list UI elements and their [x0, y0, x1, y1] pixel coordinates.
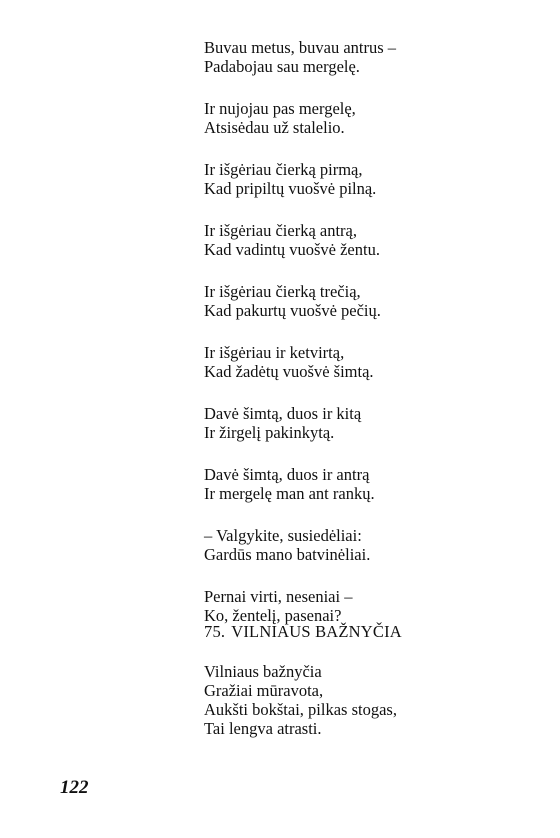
page-number: 122 — [60, 777, 89, 798]
section-title: VILNIAUS BAŽNYČIA — [231, 622, 402, 641]
poem-line: Gardūs mano batvinėliai. — [204, 545, 371, 564]
poem-line: Ir išgėriau čierką antrą, — [204, 221, 357, 240]
poem-line: Davė šimtą, duos ir kitą — [204, 404, 362, 423]
stanza — [204, 160, 544, 198]
stanza — [204, 404, 544, 442]
poem-line: Kad žadėtų vuošvė šimtą. — [204, 362, 374, 381]
poem-line: Ir mergelę man ant rankų. — [204, 484, 375, 503]
section-number: 75. — [204, 622, 226, 641]
poem-line: Buvau metus, buvau antrus – — [204, 38, 397, 57]
poem-line: Ir išgėriau ir ketvirtą, — [204, 343, 345, 362]
stanza — [204, 99, 544, 137]
poem-line: Pernai virti, neseniai – — [204, 587, 353, 606]
poem-line: Davė šimtą, duos ir antrą — [204, 465, 370, 484]
poem-line: Kad pripiltų vuošvė pilną. — [204, 179, 377, 198]
poem-line: Ir išgėriau čierką trečią, — [204, 282, 361, 301]
poem-line: Kad pakurtų vuošvė pečių. — [204, 301, 381, 320]
poem-line: Ir išgėriau čierką pirmą, — [204, 160, 363, 179]
stanza — [204, 526, 544, 564]
stanza — [204, 38, 544, 76]
poem-stanzas — [204, 38, 544, 648]
section-heading — [204, 622, 402, 641]
stanza — [204, 465, 544, 503]
poem-line: Vilniaus bažnyčia — [204, 662, 322, 681]
final-stanza — [204, 662, 544, 738]
poem-line: Ir nujojau pas mergelę, — [204, 99, 356, 118]
stanza — [204, 221, 544, 259]
stanza — [204, 587, 544, 625]
stanza — [204, 343, 544, 381]
stanza — [204, 282, 544, 320]
poem-line: Tai lengva atrasti. — [204, 719, 322, 738]
poem-line: Ko, žentelį, pasenai? — [204, 606, 342, 625]
poem-line: Aukšti bokštai, pilkas stogas, — [204, 700, 397, 719]
poem-line: Kad vadintų vuošvė žentu. — [204, 240, 380, 259]
poem-line: – Valgykite, susiedėliai: — [204, 526, 362, 545]
poem-line: Padabojau sau mergelę. — [204, 57, 360, 76]
poem-line: Ir žirgelį pakinkytą. — [204, 423, 335, 442]
poem-line: Gražiai mūravota, — [204, 681, 324, 700]
poem-line: Atsisėdau už stalelio. — [204, 118, 345, 137]
